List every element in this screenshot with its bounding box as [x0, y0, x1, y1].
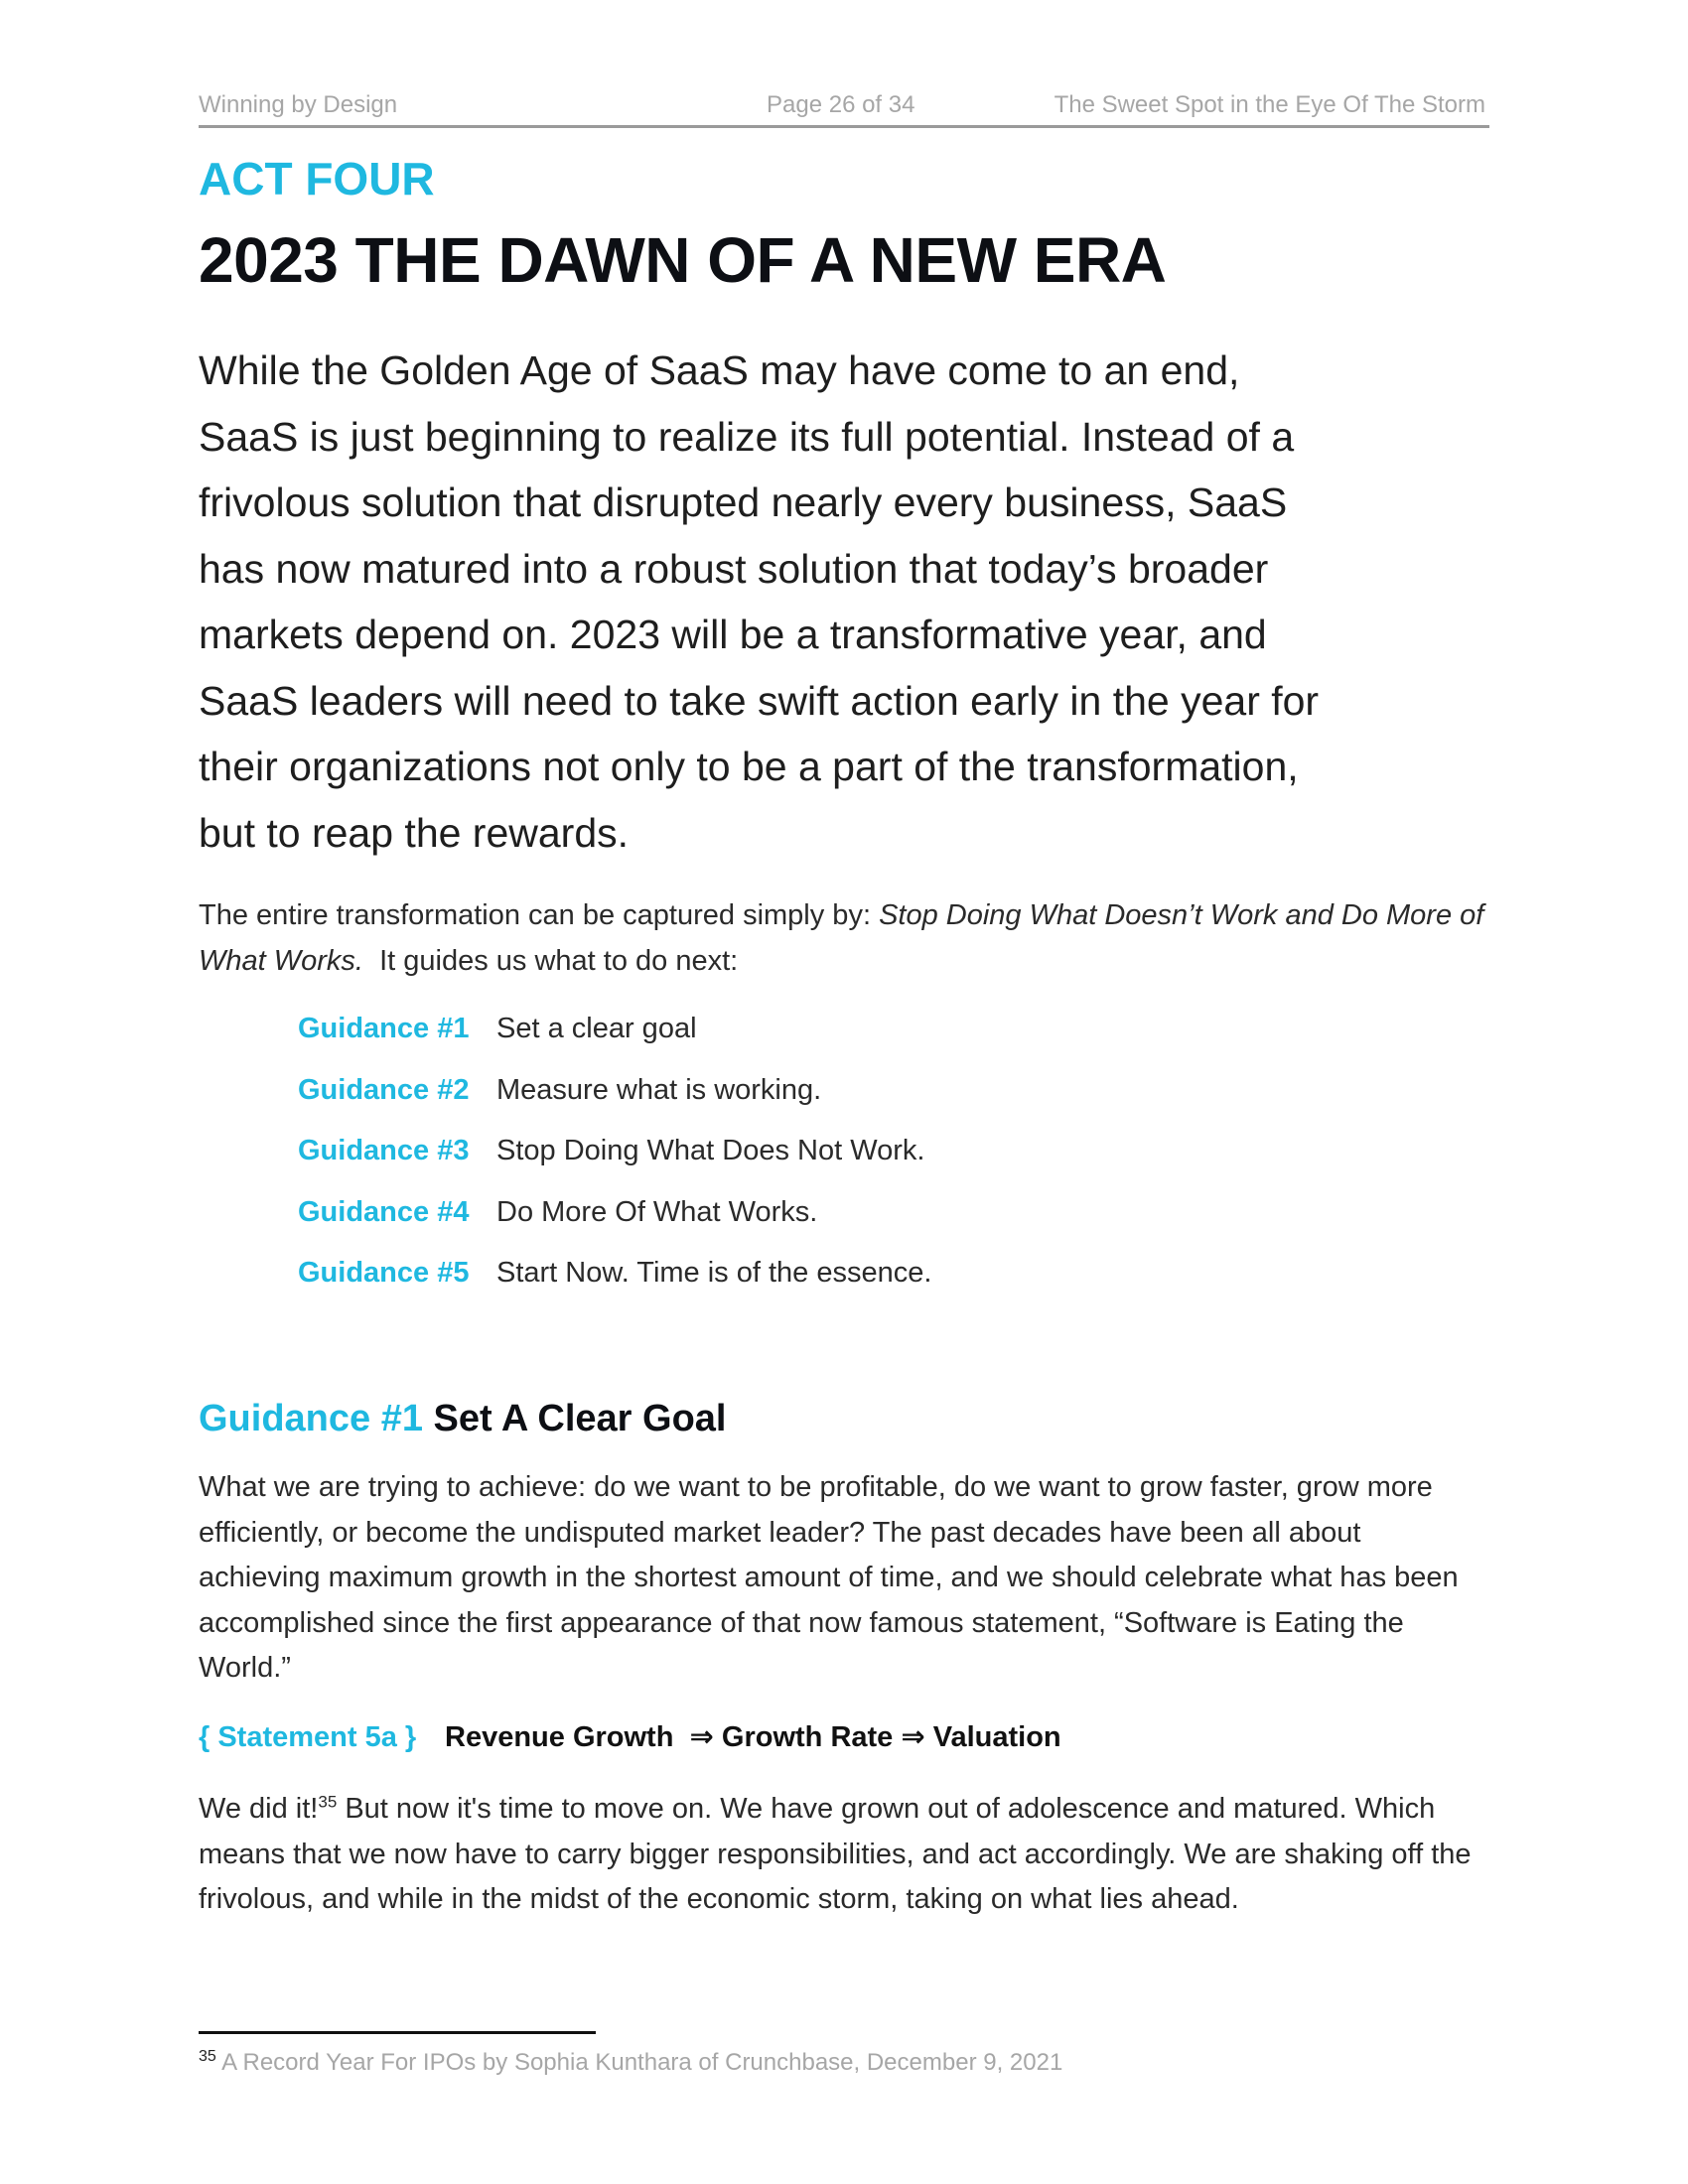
- header-publisher: Winning by Design: [199, 91, 398, 118]
- guidance-text: Do More Of What Works.: [496, 1195, 818, 1228]
- guidance-label: Guidance #1: [298, 1013, 470, 1044]
- footnote-text: A Record Year For IPOs by Sophia Kunthara of Crunchbase, December 9, 2021: [215, 2049, 1063, 2076]
- footnote-number: 35: [199, 2048, 216, 2065]
- footnote-reference[interactable]: 35: [318, 1792, 338, 1812]
- list-item: [298, 1192, 931, 1254]
- list-item: [298, 1009, 931, 1070]
- section-paragraph: What we are trying to achieve: do we want to be profitable, do we want to grow faster, grow more efficiently, or become the undisputed market leader? The past decades have been all about achieving maximum growth in the shortest amount of time, and we should celebrate what has been accomplished since the first appearance of that now famous statement, “Software is Eating the World.”: [199, 1471, 1459, 1684]
- intro-text-end: It guides us what to do next:: [362, 944, 739, 977]
- section-label: Guidance #1: [199, 1398, 423, 1439]
- guidance-label: Guidance #2: [298, 1073, 470, 1106]
- statement-label: { Statement 5a }: [199, 1721, 417, 1753]
- statement-line: [199, 1719, 1061, 1754]
- guidance-label: Guidance #4: [298, 1195, 470, 1228]
- act-label: ACT FOUR: [199, 153, 435, 205]
- list-item: [298, 1131, 931, 1192]
- statement-formula: Revenue Growth ⇒ Growth Rate ⇒ Valuation: [445, 1721, 1061, 1753]
- closing-paragraph: [199, 1787, 1489, 1923]
- header-page-number: Page 26 of 34: [767, 91, 915, 118]
- footnote: [199, 2049, 1062, 2077]
- guidance-text: Stop Doing What Does Not Work.: [496, 1135, 925, 1166]
- guidance-text: Measure what is working.: [496, 1073, 822, 1106]
- intro-text: The entire transformation can be captured simply by:: [199, 899, 880, 931]
- list-item: [298, 1253, 931, 1314]
- guidance-list: [298, 1009, 931, 1314]
- section-heading: [199, 1398, 727, 1440]
- list-item: [298, 1070, 931, 1132]
- intro-italic-phrase: Stop Doing What Doesn’t Work and Do More of What Works.: [199, 899, 1484, 977]
- page-header: [199, 87, 1489, 128]
- section-title: Set A Clear Goal: [433, 1398, 727, 1439]
- closing-text: But now it's time to move on. We have grown out of adolescence and matured. Which means that we now have to carry bigger responsibilities, and act accordingly. We are shaking off the frivolous, and while in the midst of the economic storm, taking on what lies ahead.: [199, 1793, 1472, 1915]
- header-document-title: The Sweet Spot in the Eye Of The Storm: [1054, 91, 1485, 118]
- guidance-label: Guidance #5: [298, 1257, 470, 1289]
- guidance-text: Set a clear goal: [496, 1013, 697, 1044]
- lead-paragraph: While the Golden Age of SaaS may have come to an end, SaaS is just beginning to realize its full potential. Instead of a frivolous solution that disrupted nearly every business, SaaS has now matured into a robust solution that today’s broader markets depend on. 2023 will be a transformative year, and SaaS leaders will need to take swift action early in the year for their organizations not only to be a part of the transformation, but to reap the rewards.: [199, 347, 1320, 856]
- footnote-divider: [199, 2031, 596, 2034]
- page-title: 2023 THE DAWN OF A NEW ERA: [199, 224, 1167, 296]
- closing-text-start: We did it!: [199, 1793, 319, 1825]
- guidance-text: Start Now. Time is of the essence.: [496, 1257, 932, 1289]
- guidance-label: Guidance #3: [298, 1135, 470, 1166]
- intro-paragraph: [199, 893, 1489, 984]
